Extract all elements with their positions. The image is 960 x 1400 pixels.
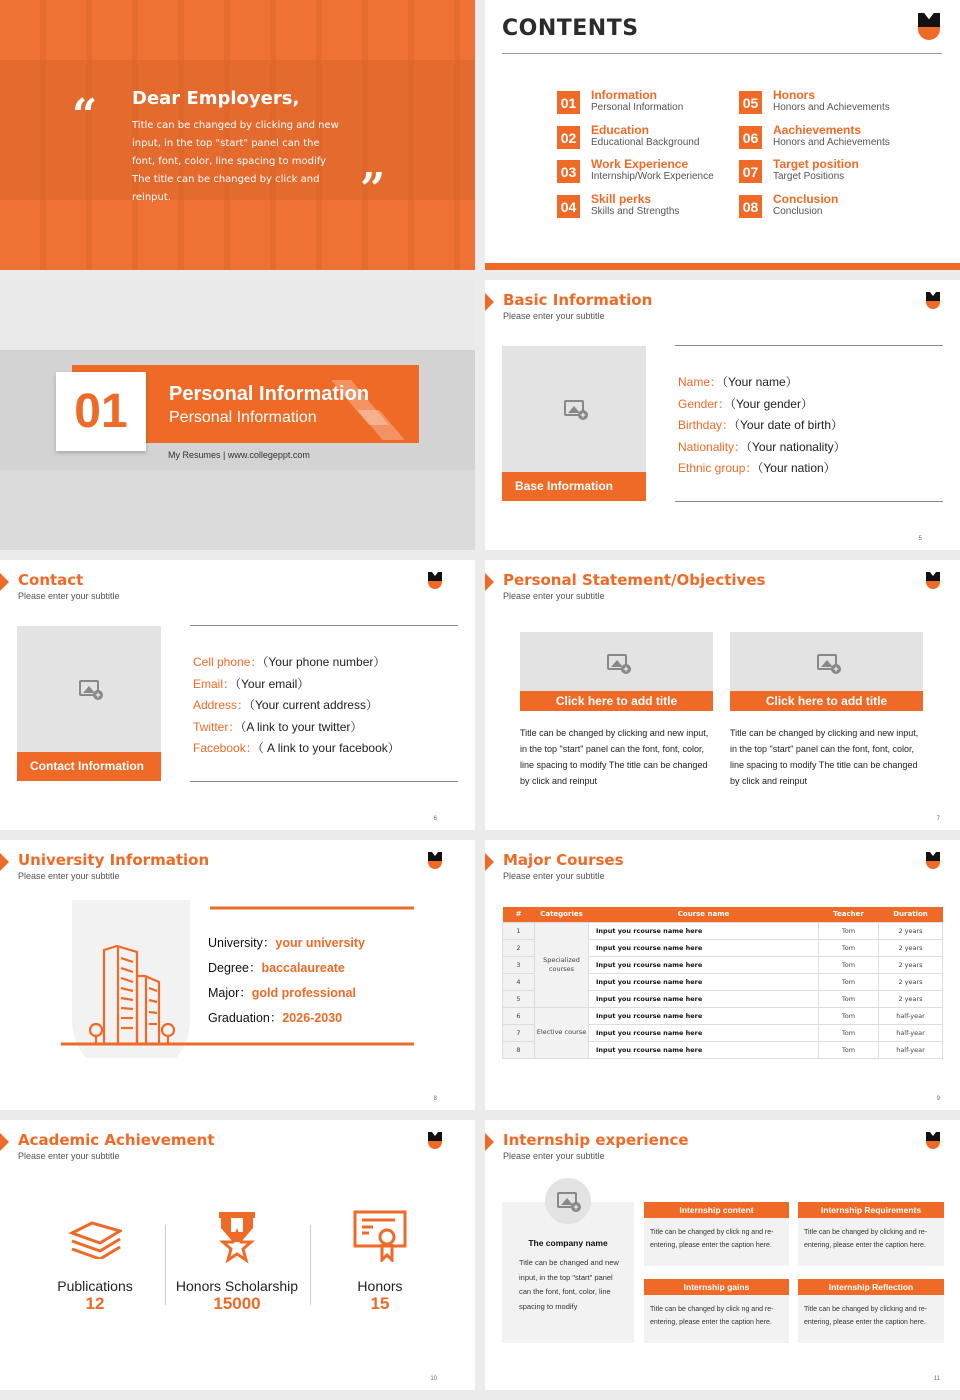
item-number: 06 — [739, 126, 762, 149]
photo-caption: Contact Information — [17, 752, 161, 781]
contents-item[interactable] — [739, 124, 890, 149]
teacher: Tom — [819, 973, 879, 990]
divider — [675, 345, 943, 346]
duration: half-year — [879, 1007, 943, 1024]
box-title: Internship content — [644, 1202, 789, 1218]
info-list — [193, 652, 453, 760]
divider — [675, 501, 943, 502]
course-name[interactable]: Input you rcourse name here — [589, 973, 819, 990]
duration: 2 years — [879, 922, 943, 939]
teacher: Tom — [819, 990, 879, 1007]
page-number: 7 — [936, 816, 940, 822]
contents-item[interactable] — [739, 89, 890, 114]
slide-major-courses — [485, 840, 960, 1110]
field-value: （Your email） — [235, 676, 310, 691]
slide-university — [0, 840, 475, 1110]
logo-icon — [926, 1132, 940, 1149]
course-name[interactable]: Input you rcourse name here — [589, 1041, 819, 1058]
slide-subtitle: Please enter your subtitle — [503, 591, 605, 601]
info-row — [208, 958, 345, 976]
image-add-icon: + — [817, 654, 837, 670]
item-title: Honors — [773, 88, 815, 102]
teacher: Tom — [819, 939, 879, 956]
item-number: 01 — [557, 91, 580, 114]
field-label: Cell phone： — [193, 655, 263, 669]
slide-contact — [0, 560, 475, 830]
logo-icon — [428, 1132, 442, 1149]
divider — [190, 781, 458, 782]
field-value: your university — [275, 936, 365, 950]
teacher: Tom — [819, 1041, 879, 1058]
stat-label: Publications — [57, 1278, 133, 1294]
table-row[interactable] — [503, 1007, 943, 1024]
box-title: Internship gains — [644, 1279, 789, 1295]
category-cell: Specialized courses — [535, 922, 589, 1007]
stat-honors — [310, 1278, 450, 1314]
slide-section — [0, 280, 475, 550]
item-title: Education — [591, 123, 650, 137]
row-number: 8 — [503, 1041, 535, 1058]
contents-item[interactable] — [557, 124, 699, 149]
field-label: University： — [208, 936, 276, 950]
logo-icon — [926, 292, 940, 309]
slide-subtitle: Please enter your subtitle — [503, 311, 605, 321]
field-label: Name： — [678, 375, 723, 389]
item-number: 05 — [739, 91, 762, 114]
slide-title: Basic Information — [503, 291, 653, 309]
open-quote-icon: “ — [72, 90, 98, 141]
arrow-icon — [485, 573, 494, 591]
item-subtitle: Honors and Achievements — [773, 137, 890, 148]
slide-title: Major Courses — [503, 851, 624, 869]
contents-item[interactable] — [557, 193, 679, 218]
field-value: （Your phone number） — [262, 655, 386, 669]
field-value: （Your current address） — [249, 698, 378, 713]
courses-table — [502, 907, 943, 1059]
field-label: Degree： — [208, 961, 262, 975]
photo-placeholder[interactable] — [520, 632, 713, 691]
card-body: Title can be changed by clicking and new input, in the top "start" panel can the font, font, color, line spacing to modify The title can be changed by click and reinput — [730, 728, 919, 786]
column-header: Duration — [879, 907, 943, 922]
photo-placeholder[interactable] — [502, 346, 646, 472]
teacher: Tom — [819, 1007, 879, 1024]
item-title: Information — [591, 88, 657, 102]
stat-value: 15000 — [213, 1294, 261, 1313]
logo-icon — [428, 572, 442, 589]
item-subtitle: Skills and Strengths — [591, 206, 680, 217]
table-header — [503, 907, 943, 922]
field-value: （Your name） — [722, 375, 798, 389]
field-value: （A link to your twitter） — [240, 719, 363, 734]
slide-personal-statement — [485, 560, 960, 830]
section-footer: My Resumes | www.collegeppt.com — [168, 450, 310, 460]
stat-honors-scholarship — [167, 1278, 307, 1314]
page-number: 10 — [430, 1376, 437, 1382]
item-title: Skill perks — [591, 192, 652, 206]
field-label: Major： — [208, 986, 252, 1000]
item-subtitle: Honors and Achievements — [773, 102, 890, 113]
slide-basic-information — [485, 280, 960, 550]
item-subtitle: Internship/Work Experience — [591, 171, 714, 182]
field-label: Graduation： — [208, 1011, 283, 1025]
slide-title: Contact — [18, 571, 84, 589]
row-number: 2 — [503, 939, 535, 956]
box-body: Title can be changed by clicking and re-entering, please enter the caption here. — [798, 1218, 944, 1266]
company-logo-placeholder[interactable] — [545, 1178, 591, 1224]
field-label: Facebook： — [193, 741, 258, 756]
field-label: Birthday： — [678, 418, 735, 433]
item-number: 07 — [739, 160, 762, 183]
photo-caption: Base Information — [502, 472, 646, 501]
item-subtitle: Personal Information — [591, 102, 684, 113]
box-title: Internship Requirements — [798, 1202, 944, 1218]
contents-item[interactable] — [557, 89, 683, 114]
contents-item[interactable] — [739, 158, 859, 183]
course-name[interactable]: Input you rcourse name here — [589, 990, 819, 1007]
info-list — [678, 372, 858, 480]
field-label: Ethnic group： — [678, 461, 758, 476]
slide-subtitle: Please enter your subtitle — [18, 871, 120, 881]
logo-icon — [918, 13, 940, 41]
building-illustration-icon — [60, 898, 420, 1058]
column-header: Course name — [589, 907, 819, 922]
certificate-icon — [353, 1210, 407, 1262]
field-value: baccalaureate — [261, 961, 345, 975]
books-icon — [68, 1215, 122, 1259]
box-body: Title can be changed by click ng and re-entering, please enter the caption here. — [644, 1295, 789, 1343]
arrow-icon — [485, 1133, 494, 1151]
field-value: （Your date of birth） — [734, 418, 843, 433]
row-number: 3 — [503, 956, 535, 973]
course-name[interactable]: Input you rcourse name here — [589, 939, 819, 956]
item-title: Conclusion — [773, 192, 839, 206]
stat-label: Honors — [357, 1278, 403, 1294]
contents-item[interactable] — [557, 158, 714, 183]
divider — [502, 53, 942, 54]
column-header: Teacher — [819, 907, 879, 922]
box-body: Title can be changed by click ng and re-entering, please enter the caption here. — [644, 1218, 789, 1266]
card-title[interactable]: Click here to add title — [730, 691, 923, 711]
duration: half-year — [879, 1024, 943, 1041]
field-value: （Your nation） — [757, 461, 836, 476]
row-number: 5 — [503, 990, 535, 1007]
contents-item[interactable] — [739, 193, 838, 218]
slide-title: Internship experience — [503, 1131, 689, 1149]
arrow-icon — [485, 293, 494, 311]
field-value: 2026-2030 — [282, 1011, 343, 1025]
arrow-icon — [485, 853, 494, 871]
item-title: Work Experience — [591, 157, 689, 171]
page-number: 9 — [936, 1096, 940, 1102]
logo-icon — [926, 852, 940, 869]
duration: 2 years — [879, 973, 943, 990]
category-cell: Elective course — [535, 1007, 589, 1058]
company-name: The company name — [528, 1238, 608, 1248]
cover-title: Dear Employers, — [132, 88, 300, 109]
teacher: Tom — [819, 1024, 879, 1041]
duration: 2 years — [879, 956, 943, 973]
item-number: 03 — [557, 160, 580, 183]
slide-title: University Information — [18, 851, 210, 869]
section-number: 01 — [56, 372, 146, 451]
item-number: 02 — [557, 126, 580, 149]
info-row — [208, 1008, 342, 1026]
field-value: （Your nationality） — [746, 439, 846, 454]
slide-contents — [485, 0, 960, 270]
slide-subtitle: Please enter your subtitle — [18, 1151, 120, 1161]
info-row — [208, 983, 356, 1001]
teacher: Tom — [819, 922, 879, 939]
stat-value: 12 — [85, 1294, 105, 1313]
course-name[interactable]: Input you rcourse name here — [589, 956, 819, 973]
item-number: 08 — [739, 195, 762, 218]
divider — [190, 625, 458, 626]
item-title: Target position — [773, 157, 859, 171]
course-name[interactable]: Input you rcourse name here — [589, 922, 819, 939]
field-label: Nationality： — [678, 439, 747, 454]
field-value: gold professional — [251, 986, 356, 1000]
slide-subtitle: Please enter your subtitle — [18, 591, 120, 601]
slide-title: Personal Statement/Objectives — [503, 571, 766, 589]
duration: 2 years — [879, 990, 943, 1007]
bottom-accent-bar — [485, 263, 960, 270]
card-title[interactable]: Click here to add title — [520, 691, 713, 711]
slide-subtitle: Please enter your subtitle — [503, 871, 605, 881]
course-name[interactable]: Input you rcourse name here — [589, 1024, 819, 1041]
logo-icon — [926, 572, 940, 589]
page-number: 6 — [433, 816, 437, 822]
arrow-icon — [0, 573, 9, 591]
box-body: Title can be changed by clicking and re-entering, please enter the caption here. — [798, 1295, 944, 1343]
page-number: 11 — [933, 1376, 940, 1382]
row-number: 6 — [503, 1007, 535, 1024]
stat-label: Honors Scholarship — [175, 1278, 299, 1294]
duration: half-year — [879, 1041, 943, 1058]
slide-internship — [485, 1120, 960, 1390]
image-add-icon: + — [564, 400, 584, 416]
box-title: Internship Reflection — [798, 1279, 944, 1295]
medal-icon — [217, 1210, 257, 1264]
field-label: Twitter： — [193, 719, 241, 734]
page-number: 5 — [918, 536, 922, 542]
info-row — [208, 933, 365, 951]
stat-value: 15 — [370, 1294, 390, 1313]
column-header: Categories — [535, 907, 589, 922]
divider — [165, 1225, 166, 1305]
slide-title: Academic Achievement — [18, 1131, 215, 1149]
column-header: # — [503, 907, 535, 922]
item-subtitle: Conclusion — [773, 206, 823, 217]
item-subtitle: Educational Background — [591, 137, 700, 148]
duration: 2 years — [879, 939, 943, 956]
field-value: （Your gender） — [730, 396, 813, 411]
image-add-icon: + — [607, 654, 627, 670]
field-label: Email： — [193, 676, 236, 691]
page-number: 8 — [433, 1096, 437, 1102]
section-subtitle: Personal Information — [169, 409, 317, 426]
logo-icon — [428, 852, 442, 869]
arrow-icon — [0, 1133, 9, 1151]
table-row[interactable] — [503, 922, 943, 939]
photo-placeholder[interactable] — [730, 632, 923, 691]
field-label: Gender： — [678, 396, 731, 411]
contents-title: CONTENTS — [502, 16, 639, 41]
close-quote-icon: ” — [360, 164, 386, 215]
cover-body: Title can be changed by clicking and new input, in the top "start" panel can the font, font, color, line spacing to modify The title can be changed by click and reinput. — [132, 120, 339, 203]
slide-subtitle: Please enter your subtitle — [503, 1151, 605, 1161]
field-label: Address： — [193, 698, 250, 713]
item-number: 04 — [557, 195, 580, 218]
item-subtitle: Target Positions — [773, 171, 845, 182]
item-title: Aachievements — [773, 123, 862, 137]
field-value: （ A link to your facebook） — [257, 741, 400, 756]
row-number: 4 — [503, 973, 535, 990]
slide-cover — [0, 0, 475, 270]
teacher: Tom — [819, 956, 879, 973]
section-title: Personal Information — [169, 383, 370, 405]
photo-placeholder[interactable] — [17, 626, 161, 752]
image-add-icon: + — [79, 680, 99, 696]
company-description: Title can be changed and new input, in the top "start" panel can the font, font, color, line spacing to modify — [519, 1258, 619, 1311]
card-body: Title can be changed by clicking and new input, in the top "start" panel can the font, font, color, line spacing to modify The title can be changed by click and reinput — [520, 728, 709, 786]
course-name[interactable]: Input you rcourse name here — [589, 1007, 819, 1024]
stat-publications — [25, 1278, 165, 1314]
row-number: 1 — [503, 922, 535, 939]
arrow-icon — [0, 853, 9, 871]
slide-academic-achievement — [0, 1120, 475, 1390]
row-number: 7 — [503, 1024, 535, 1041]
image-add-icon: + — [557, 1192, 577, 1208]
